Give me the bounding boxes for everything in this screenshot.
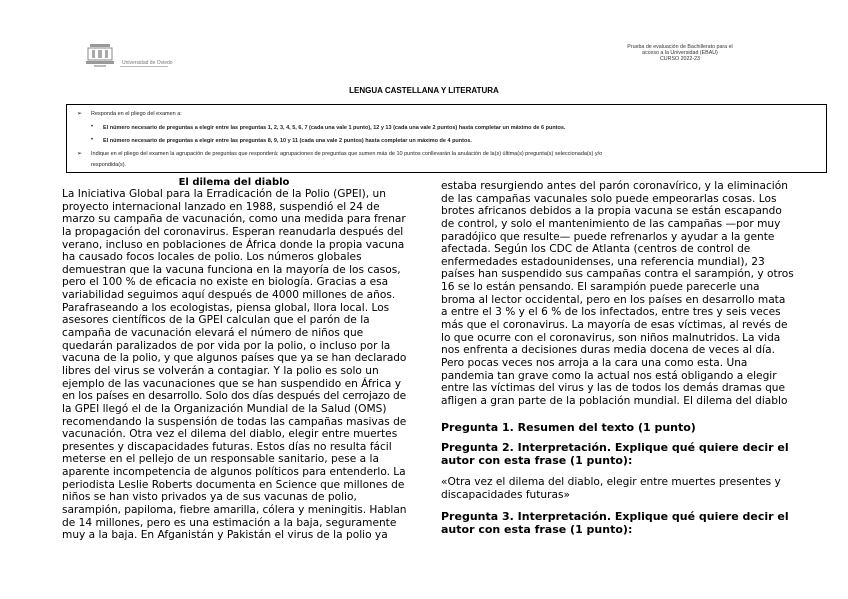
article-line: de 14 millones, pero es una estimación a la baja, seguramente bbox=[62, 516, 397, 529]
article-line: estaba resurgiendo antes del parón coronavírico, y la eliminación bbox=[441, 180, 788, 192]
article-line: nos enfrenta a decisiones duras media docena de veces al día. bbox=[441, 344, 775, 357]
article-line: vacunación. Otra vez el dilema del diablo, elegir entre muertes bbox=[62, 428, 398, 441]
article-line: proyecto internacional lanzado en 1988, suspendió el 24 de bbox=[62, 200, 380, 213]
dot-bullet-icon: • bbox=[91, 124, 94, 130]
arrow-bullet-icon: ➢ bbox=[77, 111, 83, 117]
article-line: países han suspendido sus campañas contra el sarampión, y otros bbox=[441, 268, 794, 281]
article-line: campaña de vacunación elevará el número de niños que bbox=[62, 327, 364, 340]
exam-header bbox=[600, 44, 760, 63]
logo-caption: Universidad de Oviedo bbox=[122, 60, 173, 66]
article-line: presentes y discapacidades futuras. Estos días no resulta fácil bbox=[62, 440, 392, 453]
article-line: asesores científicos de la GPEI calculan que el parón de la bbox=[62, 314, 370, 327]
university-crest-icon bbox=[84, 42, 116, 68]
instructions-item-3: Indique en el pliego del examen la agrupación de preguntas que responderá: agrupaciones de preguntas que sumen más de 10 puntos conllevarán la anulación de la(s) última(s) pregunta(s) seleccionada(s) y/o bbox=[91, 151, 603, 157]
article-line: libres del virus se volverán a contagiar. Y la polio es solo un bbox=[62, 364, 379, 377]
article-line: pandemia tan grave como la actual nos está obligando a elegir bbox=[441, 369, 777, 382]
article-line: afectada. Según los CDC de Atlanta (centros de control de bbox=[441, 243, 751, 256]
dot-bullet-icon: • bbox=[91, 137, 94, 143]
article-line: la propagación del coronavirus. Esperan reanudarla después del bbox=[62, 225, 404, 238]
article-line: meterse en el pellejo de un responsable sanitario, pese a la bbox=[62, 453, 379, 466]
article-line: paradójico que resulte— puede refrenarlos y ayudar a la gente bbox=[441, 230, 775, 243]
logo-divider bbox=[120, 66, 168, 67]
article-line: broma al lector occidental, pero en los países en desarrollo mata bbox=[441, 293, 786, 306]
article-line: periodista Leslie Roberts documenta en Science que millones de bbox=[62, 478, 405, 491]
question-2-line-1: Pregunta 2. Interpretación. Explique qué quiere decir el bbox=[441, 441, 789, 454]
arrow-bullet-icon: ➢ bbox=[77, 151, 83, 157]
article-line: la GPEI llegó el de la Organización Mundial de la Salud (OMS) bbox=[62, 402, 387, 415]
article-right-column bbox=[441, 180, 811, 408]
instructions-item-1: El número necesario de preguntas a elegir entre las preguntas 1, 2, 3, 4, 5, 6, 7 (cada una vale 1 punto), 12 y 13 (cada una vale 2 puntos) hasta completar un máximo de 6 puntos. bbox=[103, 125, 566, 131]
question-2-quote-line-1: «Otra vez el dilema del diablo, elegir entre muertes presentes y bbox=[441, 476, 781, 488]
article-line: quedarán paralizados de por vida por la polio, o incluso por la bbox=[62, 339, 391, 352]
article-line: ejemplo de las vacunaciones que se han suspendido en África y bbox=[62, 377, 402, 390]
question-1: Pregunta 1. Resumen del texto (1 punto) bbox=[441, 421, 696, 434]
article-line: entre las víctimas del virus y las de todos los demás dramas que bbox=[441, 382, 786, 395]
article-line: variabilidad seguimos aquí después de 4000 millones de años. bbox=[62, 289, 396, 302]
article-line: brotes africanos debidos a la propia vacuna se están escapando bbox=[441, 205, 782, 218]
article-title: El dilema del diablo bbox=[178, 177, 290, 188]
exam-header-line: acceso a la Universidad (EBAU) bbox=[642, 50, 718, 57]
article-line: recomendando la suspensión de todas las campañas masivas de bbox=[62, 415, 407, 428]
subject-title: LENGUA CASTELLANA Y LITERATURA bbox=[349, 86, 499, 95]
article-line: vacuna de la polio, y que algunos países que ya se han declarado bbox=[62, 352, 407, 365]
instructions-box bbox=[66, 104, 827, 173]
article-line: afligen a gran parte de la población mundial. El dilema del diablo bbox=[441, 394, 788, 407]
article-line: de control, y solo el mantenimiento de las campañas —por muy bbox=[441, 217, 781, 230]
question-2-line-2: autor con esta frase (1 punto): bbox=[441, 454, 633, 467]
article-left-column bbox=[62, 188, 406, 542]
article-line: lo que ocurre con el coronavirus, son niños malnutridos. La vida bbox=[441, 331, 781, 344]
article-line: niños se han visto privados ya de sus vacunas de polio, bbox=[62, 491, 357, 504]
article-line: en los países en desarrollo. Solo dos días después del cerrojazo de bbox=[62, 390, 407, 403]
article-line: 16 se lo están pensando. El sarampión puede parecerle una bbox=[441, 281, 760, 294]
article-line: pero el 100 % de eficacia no existe en biología. Gracias a esa bbox=[62, 276, 389, 289]
exam-header-line: CURSO 2022-23 bbox=[659, 56, 701, 63]
article-line: aparente incompetencia de algunos políticos para entenderlo. La bbox=[62, 466, 406, 479]
article-line: demuestran que la vacuna funciona en la mayoría de los casos, bbox=[62, 263, 401, 276]
article-line: Parafraseando a los ecologistas, piensa global, llora local. Los bbox=[62, 301, 390, 314]
article-line: a entre el 3 % y el 6 % de los infectados, entre tres y seis veces bbox=[441, 306, 781, 319]
article-line: sarampión, papiloma, fiebre amarilla, cólera y meningitis. Hablan bbox=[62, 504, 407, 517]
article-line: verano, incluso en poblaciones de África donde la propia vacuna bbox=[62, 238, 405, 251]
article-line: ha causado focos locales de polio. Los números globales bbox=[62, 251, 362, 264]
question-3-line-1: Pregunta 3. Interpretación. Explique qué quiere decir el bbox=[441, 510, 789, 523]
question-3-line-2: autor con esta frase (1 punto): bbox=[441, 523, 633, 536]
article-line: enfermedades estadounidenses, una referencia mundial), 23 bbox=[441, 255, 765, 268]
article-line: marzo su campaña de vacunación, como una medida para frenar bbox=[62, 213, 406, 226]
article-line: La Iniciativa Global para la Erradicación de la Polio (GPEI), un bbox=[62, 188, 386, 200]
article-line: de las campañas vacunales solo puede empeorarlas cosas. Los bbox=[441, 192, 777, 205]
exam-header-line: Prueba de evaluación de Bachillerato para el bbox=[627, 44, 733, 50]
instructions-intro: Responda en el pliego del examen a: bbox=[91, 111, 182, 117]
question-2-quote-line-2: discapacidades futuras» bbox=[441, 489, 570, 501]
instructions-item-2: El número necesario de preguntas a elegir entre las preguntas 8, 9, 10 y 11 (cada una vale 2 puntos) hasta completar un máximo de 4 puntos. bbox=[103, 138, 472, 144]
article-line: más que el coronavirus. La mayoría de esas víctimas, al revés de bbox=[441, 319, 788, 332]
article-line: muy a la baja. En Afganistán y Pakistán el virus de la polio ya bbox=[62, 529, 388, 542]
article-line: Pero pocas veces nos arroja a la cara una como esta. Una bbox=[441, 356, 748, 369]
instructions-item-3-cont: respondida(s). bbox=[91, 162, 127, 168]
